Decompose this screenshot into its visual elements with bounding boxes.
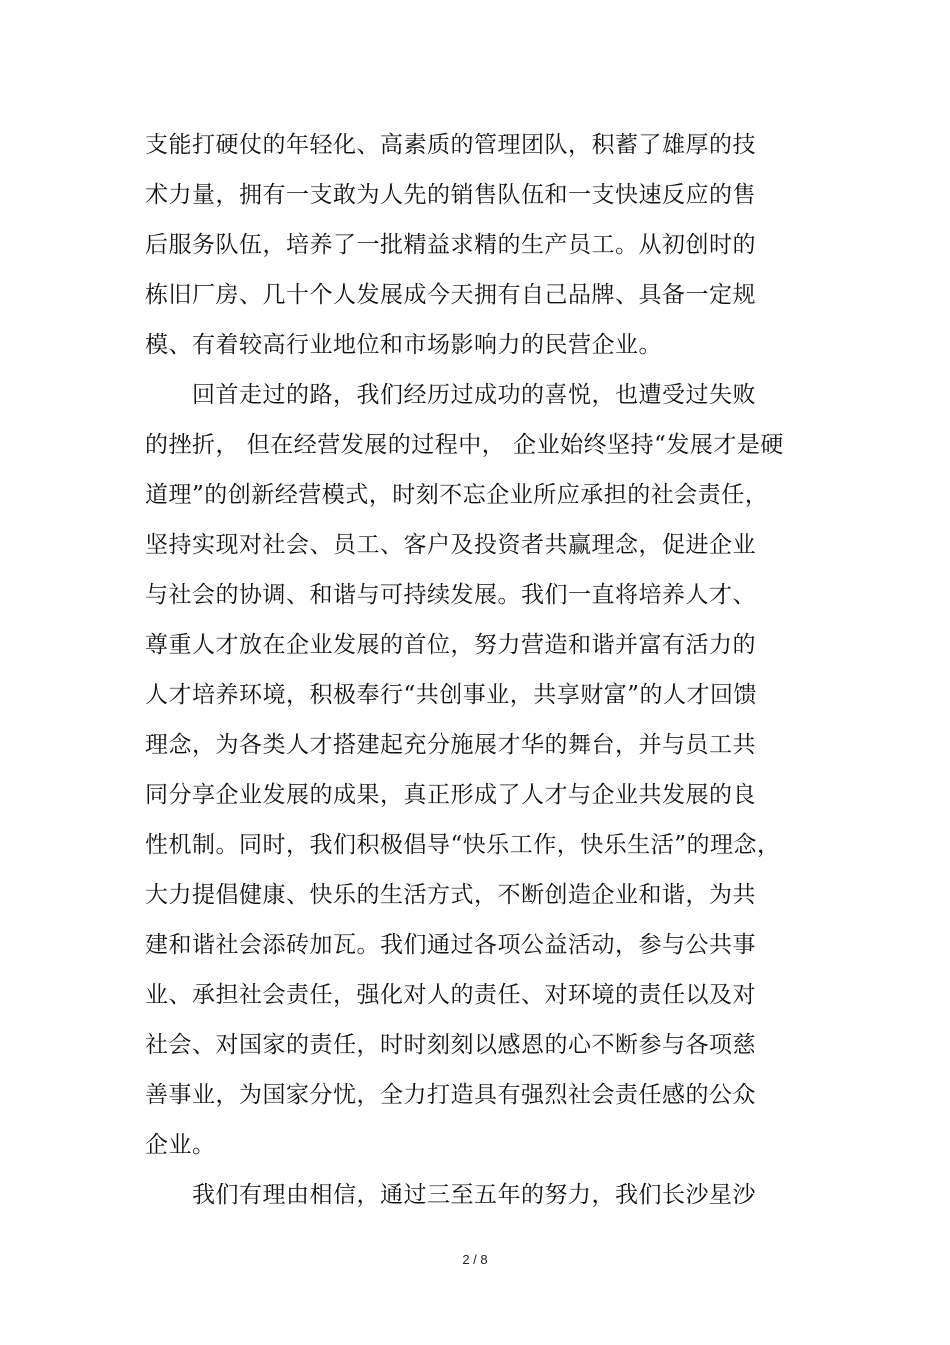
text-line: 的挫折， 但在经营发展的过程中， 企业始终坚持“发展才是硬 (145, 432, 784, 458)
text-line: 栋旧厂房、几十个人发展成今天拥有自己品牌、具备一定规 (145, 282, 756, 308)
text-line: 社会、对国家的责任，时时刻刻以感恩的心不断参与各项慈 (145, 1032, 756, 1058)
text-line: 理念，为各类人才搭建起充分施展才华的舞台，并与员工共 (145, 732, 756, 758)
text-line: 性机制。同时，我们积极倡导“快乐工作，快乐生活”的理念， (145, 832, 781, 858)
text-line: 业、承担社会责任，强化对人的责任、对环境的责任以及对 (145, 982, 756, 1008)
text-line: 坚持实现对社会、员工、客户及投资者共赢理念，促进企业 (145, 532, 756, 558)
text-line: 建和谐社会添砖加瓦。我们通过各项公益活动，参与公共事 (145, 932, 756, 958)
text-line: 道理”的创新经营模式，时刻不忘企业所应承担的社会责任， (145, 482, 769, 508)
text-line: 与社会的协调、和谐与可持续发展。我们一直将培养人才、 (145, 582, 756, 608)
text-line: 我们有理由相信，通过三至五年的努力，我们长沙星沙 (145, 1182, 756, 1208)
text-line: 善事业，为国家分忧，全力打造具有强烈社会责任感的公众 (145, 1082, 756, 1108)
text-line: 尊重人才放在企业发展的首位，努力营造和谐并富有活力的 (145, 632, 756, 658)
text-line: 同分享企业发展的成果，真正形成了人才与企业共发展的良 (145, 782, 756, 808)
text-line: 术力量，拥有一支敢为人先的销售队伍和一支快速反应的售 (145, 182, 756, 208)
page-number: 2 / 8 (462, 1252, 488, 1267)
text-line: 大力提倡健康、快乐的生活方式，不断创造企业和谐，为共 (145, 882, 756, 908)
text-line: 支能打硬仗的年轻化、高素质的管理团队，积蓄了雄厚的技 (145, 132, 756, 158)
text-line: 回首走过的路，我们经历过成功的喜悦，也遭受过失败 (145, 382, 756, 408)
text-line: 人才培养环境，积极奉行“共创事业，共享财富”的人才回馈 (145, 682, 758, 708)
text-line: 模、有着较高行业地位和市场影响力的民营企业。 (145, 332, 662, 358)
text-line: 后服务队伍，培养了一批精益求精的生产员工。从初创时的 (145, 232, 756, 258)
text-line: 企业。 (145, 1132, 216, 1158)
